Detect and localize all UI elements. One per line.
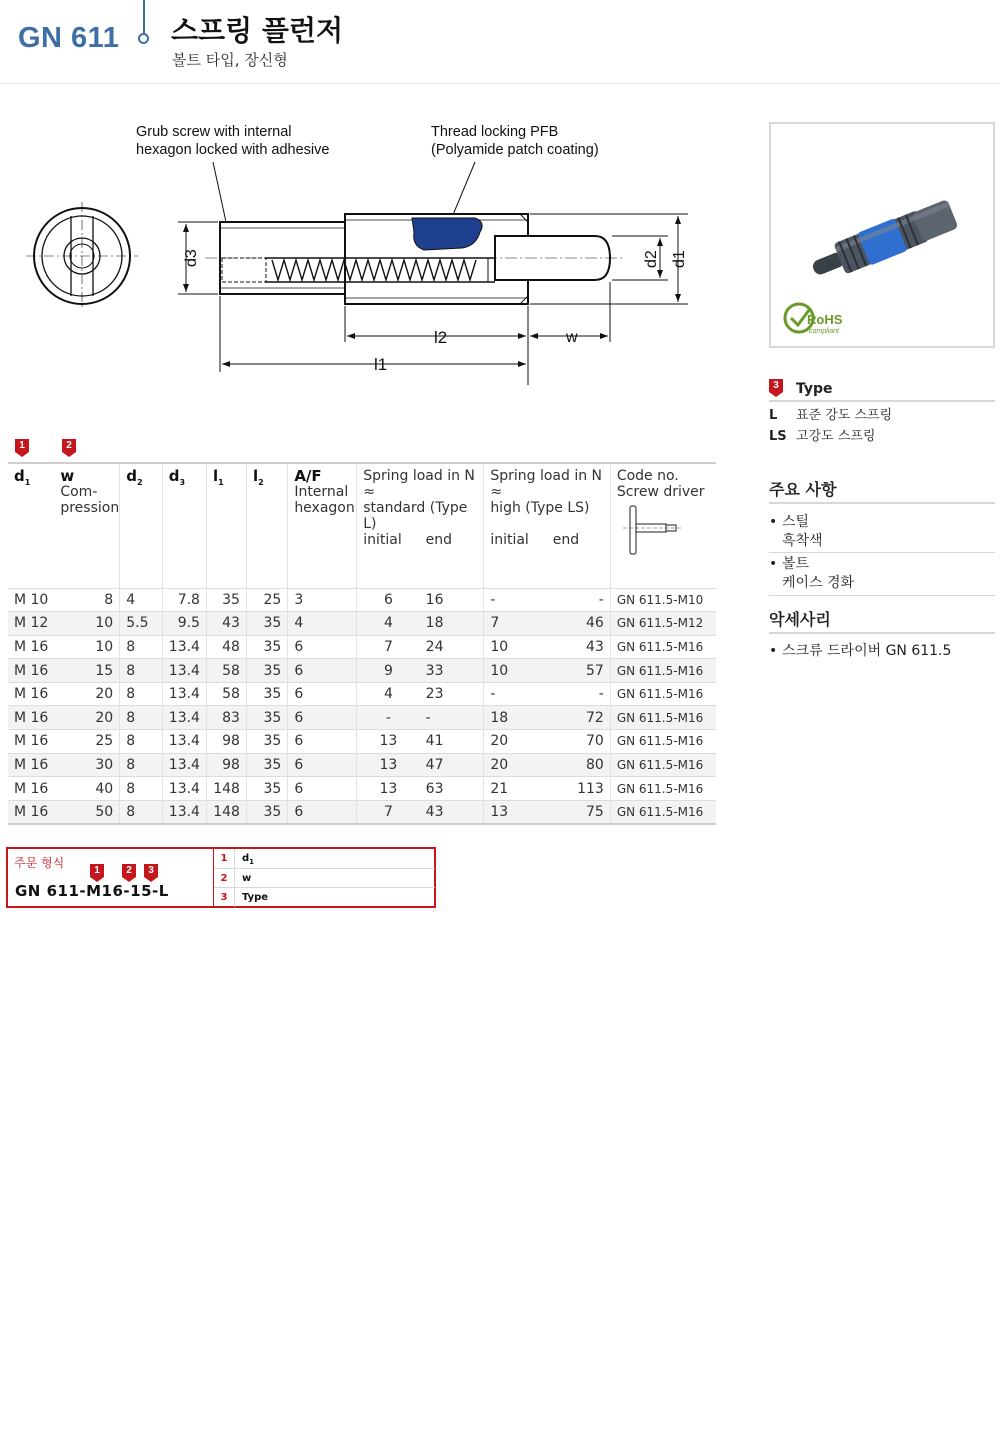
table-row (8, 753, 716, 777)
cell-code: GN 611.5-M16 (610, 635, 716, 659)
col-header-code: Code no. Screw driver (610, 463, 716, 588)
cell-std-initial: 4 (357, 682, 420, 706)
cell-d1: M 16 (8, 753, 54, 777)
cell-high-initial: 20 (484, 753, 547, 777)
cell-d3: 13.4 (162, 635, 206, 659)
cell-std-initial: 4 (357, 612, 420, 636)
order-legend-row: 2 w (214, 868, 435, 887)
cell-af: 4 (288, 612, 357, 636)
col-header-high-initial: initial (484, 532, 547, 588)
cell-d3: 13.4 (162, 753, 206, 777)
cell-d2: 8 (120, 635, 163, 659)
end-view (26, 202, 138, 310)
cell-af: 6 (288, 659, 357, 683)
cell-high-end: 113 (547, 777, 611, 801)
cell-high-initial: - (484, 682, 547, 706)
dim-label-w: w (566, 329, 578, 346)
cell-high-initial: 10 (484, 659, 547, 683)
callout-grub-screw-line1: Grub screw with internal (136, 124, 292, 140)
cell-code: GN 611.5-M16 (610, 800, 716, 824)
col-header-d2: $d_2$ (120, 463, 163, 588)
note-item-material: • 스틸 흑착색 (769, 514, 823, 549)
cell-d2: 8 (120, 706, 163, 730)
cell-l2: 35 (246, 706, 287, 730)
cell-l2: 35 (246, 753, 287, 777)
cell-d2: 8 (120, 777, 163, 801)
cell-code: GN 611.5-M16 (610, 753, 716, 777)
cell-std-initial: 7 (357, 635, 420, 659)
cell-high-initial: 21 (484, 777, 547, 801)
accessories-title: 악세사리 (769, 610, 831, 629)
order-caption: 주문 형식 (14, 856, 65, 870)
cell-l2: 35 (246, 777, 287, 801)
cell-std-initial: 13 (357, 777, 420, 801)
order-badge-3: 3 (144, 864, 158, 882)
technical-drawing (0, 110, 720, 400)
cell-l2: 35 (246, 612, 287, 636)
cell-std-end: - (420, 706, 484, 730)
page-title: 스프링 플런저 (171, 14, 344, 47)
cell-af: 3 (288, 588, 357, 612)
cell-high-end: 57 (547, 659, 611, 683)
cell-code: GN 611.5-M10 (610, 588, 716, 612)
cell-l1: 58 (206, 659, 246, 683)
cell-af: 6 (288, 706, 357, 730)
cell-l1: 98 (206, 753, 246, 777)
cell-d1: M 16 (8, 659, 54, 683)
table-row (8, 730, 716, 754)
cell-code: GN 611.5-M16 (610, 730, 716, 754)
cell-d3: 7.8 (162, 588, 206, 612)
order-legend-row: 1 $d_1$ (214, 849, 435, 868)
cell-std-end: 41 (420, 730, 484, 754)
col-header-standard-load: Spring load in N ≈ standard (Type L) (357, 463, 484, 532)
cell-l1: 43 (206, 612, 246, 636)
cell-d2: 8 (120, 800, 163, 824)
table-row (8, 588, 716, 612)
cell-d1: M 16 (8, 777, 54, 801)
note-separator (769, 595, 995, 596)
dimension-table (8, 462, 716, 825)
col-header-std-end: end (425, 532, 453, 548)
col-header-l1: $l_1$ (206, 463, 246, 588)
side-view (205, 214, 625, 304)
cell-af: 6 (288, 635, 357, 659)
cell-high-initial: 13 (484, 800, 547, 824)
cell-high-end: - (547, 682, 611, 706)
cell-high-initial: 20 (484, 730, 547, 754)
dim-label-d1: d1 (671, 250, 688, 268)
cell-std-end: 43 (420, 800, 484, 824)
cell-af: 6 (288, 753, 357, 777)
table-row (8, 706, 716, 730)
callout-thread-locking-line1: Thread locking PFB (431, 124, 559, 140)
dim-label-l2: l2 (434, 328, 448, 347)
cell-l2: 35 (246, 682, 287, 706)
cell-d2: 8 (120, 659, 163, 683)
product-code: GN 611 (18, 22, 120, 54)
cell-w: 40 (54, 777, 119, 801)
header-divider-line (143, 0, 145, 34)
order-code: GN 611-M16-15-L (15, 882, 169, 900)
cell-l1: 148 (206, 800, 246, 824)
table-row (8, 612, 716, 636)
cell-af: 6 (288, 682, 357, 706)
cell-af: 6 (288, 777, 357, 801)
cell-code: GN 611.5-M12 (610, 612, 716, 636)
cell-high-end: 75 (547, 800, 611, 824)
badge-3: 3 (769, 379, 783, 397)
type-key: L (769, 408, 778, 423)
cell-l1: 35 (206, 588, 246, 612)
cell-d1: M 16 (8, 800, 54, 824)
cell-l2: 25 (246, 588, 287, 612)
badge-2: 2 (62, 439, 76, 457)
cell-w: 25 (54, 730, 119, 754)
cell-std-end: 24 (420, 635, 484, 659)
cell-std-end: 23 (420, 682, 484, 706)
cell-d2: 8 (120, 730, 163, 754)
cell-w: 10 (54, 635, 119, 659)
order-example (8, 849, 213, 906)
cell-l1: 148 (206, 777, 246, 801)
col-header-l2: $l_2$ (246, 463, 287, 588)
cell-std-end: 63 (420, 777, 484, 801)
cell-d2: 4 (120, 588, 163, 612)
main-notes-separator (769, 502, 995, 504)
cell-d1: M 10 (8, 588, 54, 612)
cell-w: 50 (54, 800, 119, 824)
type-label: 고강도 스프링 (796, 429, 876, 444)
cell-std-end: 47 (420, 753, 484, 777)
cell-high-initial: 10 (484, 635, 547, 659)
cell-std-initial: 9 (357, 659, 420, 683)
col-header-d1: $d_1$ (8, 463, 54, 588)
table-row (8, 635, 716, 659)
cell-d3: 13.4 (162, 659, 206, 683)
product-photo (769, 122, 995, 348)
col-header-high-end: end (552, 532, 580, 548)
cell-d2: 5.5 (120, 612, 163, 636)
callout-grub-screw-line2: hexagon locked with adhesive (136, 142, 330, 158)
cell-std-initial: 6 (357, 588, 420, 612)
cell-d1: M 12 (8, 612, 54, 636)
cell-w: 20 (54, 706, 119, 730)
col-header-std-initial: initial (357, 532, 420, 588)
cell-d2: 8 (120, 682, 163, 706)
cell-std-end: 16 (420, 588, 484, 612)
cell-high-end: 43 (547, 635, 611, 659)
cell-d1: M 16 (8, 682, 54, 706)
cell-d3: 13.4 (162, 730, 206, 754)
cell-std-initial: 7 (357, 800, 420, 824)
cell-std-end: 33 (420, 659, 484, 683)
cell-l2: 35 (246, 659, 287, 683)
table-row (8, 777, 716, 801)
dim-label-d3: d3 (183, 249, 200, 267)
order-example-box (6, 847, 436, 908)
cell-high-end: - (547, 588, 611, 612)
cell-d3: 9.5 (162, 612, 206, 636)
type-key: LS (769, 429, 787, 444)
type-separator (769, 400, 995, 402)
svg-text:compliant: compliant (809, 328, 839, 335)
col-header-w: w Com- pression (54, 463, 119, 588)
page-header (0, 0, 1000, 84)
accessories-separator (769, 632, 995, 634)
note-separator (769, 552, 995, 553)
plunger-image (771, 124, 993, 346)
main-notes-title: 주요 사항 (769, 480, 837, 499)
cell-high-end: 72 (547, 706, 611, 730)
screwdriver-icon (617, 502, 687, 558)
cell-code: GN 611.5-M16 (610, 682, 716, 706)
type-label: 표준 강도 스프링 (796, 408, 893, 423)
cell-w: 8 (54, 588, 119, 612)
col-header-d3: $d_3$ (162, 463, 206, 588)
rohs-logo (785, 304, 843, 335)
cell-high-initial: 18 (484, 706, 547, 730)
dim-label-l1: l1 (374, 355, 388, 374)
cell-high-end: 70 (547, 730, 611, 754)
cell-l1: 83 (206, 706, 246, 730)
header-divider-dot (138, 33, 149, 44)
cell-af: 6 (288, 800, 357, 824)
table-row (8, 800, 716, 824)
cell-l2: 35 (246, 800, 287, 824)
cell-d3: 13.4 (162, 682, 206, 706)
col-header-high-load: Spring load in N ≈ high (Type LS) (484, 463, 611, 532)
order-legend (213, 849, 434, 906)
type-row-L (769, 404, 892, 423)
dim-label-d2: d2 (643, 250, 660, 268)
cell-high-initial: 7 (484, 612, 547, 636)
cell-high-end: 80 (547, 753, 611, 777)
cell-d3: 13.4 (162, 777, 206, 801)
cell-l2: 35 (246, 635, 287, 659)
callout-thread-locking-line2: (Polyamide patch coating) (431, 142, 599, 158)
cell-std-initial: 13 (357, 753, 420, 777)
cell-l1: 48 (206, 635, 246, 659)
accessory-item: • 스크류 드라이버 GN 611.5 (769, 643, 952, 659)
cell-w: 10 (54, 612, 119, 636)
cell-d2: 8 (120, 753, 163, 777)
cell-std-initial: - (357, 706, 420, 730)
col-header-af: A/F Internal hexagon (288, 463, 357, 588)
cell-d1: M 16 (8, 635, 54, 659)
cell-high-end: 46 (547, 612, 611, 636)
table-row (8, 659, 716, 683)
cell-std-end: 18 (420, 612, 484, 636)
cell-std-initial: 13 (357, 730, 420, 754)
cell-l1: 98 (206, 730, 246, 754)
cell-w: 20 (54, 682, 119, 706)
cell-d3: 13.4 (162, 706, 206, 730)
table-row (8, 682, 716, 706)
cell-w: 30 (54, 753, 119, 777)
cell-d1: M 16 (8, 706, 54, 730)
order-badge-1: 1 (90, 864, 104, 882)
order-badge-2: 2 (122, 864, 136, 882)
cell-d1: M 16 (8, 730, 54, 754)
cell-d3: 13.4 (162, 800, 206, 824)
type-row-LS (769, 425, 875, 444)
type-title: Type (796, 381, 833, 397)
cell-l1: 58 (206, 682, 246, 706)
order-legend-row: 3 Type (214, 887, 435, 906)
cell-w: 15 (54, 659, 119, 683)
cell-af: 6 (288, 730, 357, 754)
cell-l2: 35 (246, 730, 287, 754)
cell-code: GN 611.5-M16 (610, 659, 716, 683)
badge-1: 1 (15, 439, 29, 457)
cell-high-initial: - (484, 588, 547, 612)
svg-text:RoHS: RoHS (807, 312, 843, 327)
cell-code: GN 611.5-M16 (610, 706, 716, 730)
cell-code: GN 611.5-M16 (610, 777, 716, 801)
note-item-bolt: • 볼트 케이스 경화 (769, 556, 855, 591)
page-subtitle: 볼트 타입, 장신형 (172, 51, 288, 69)
